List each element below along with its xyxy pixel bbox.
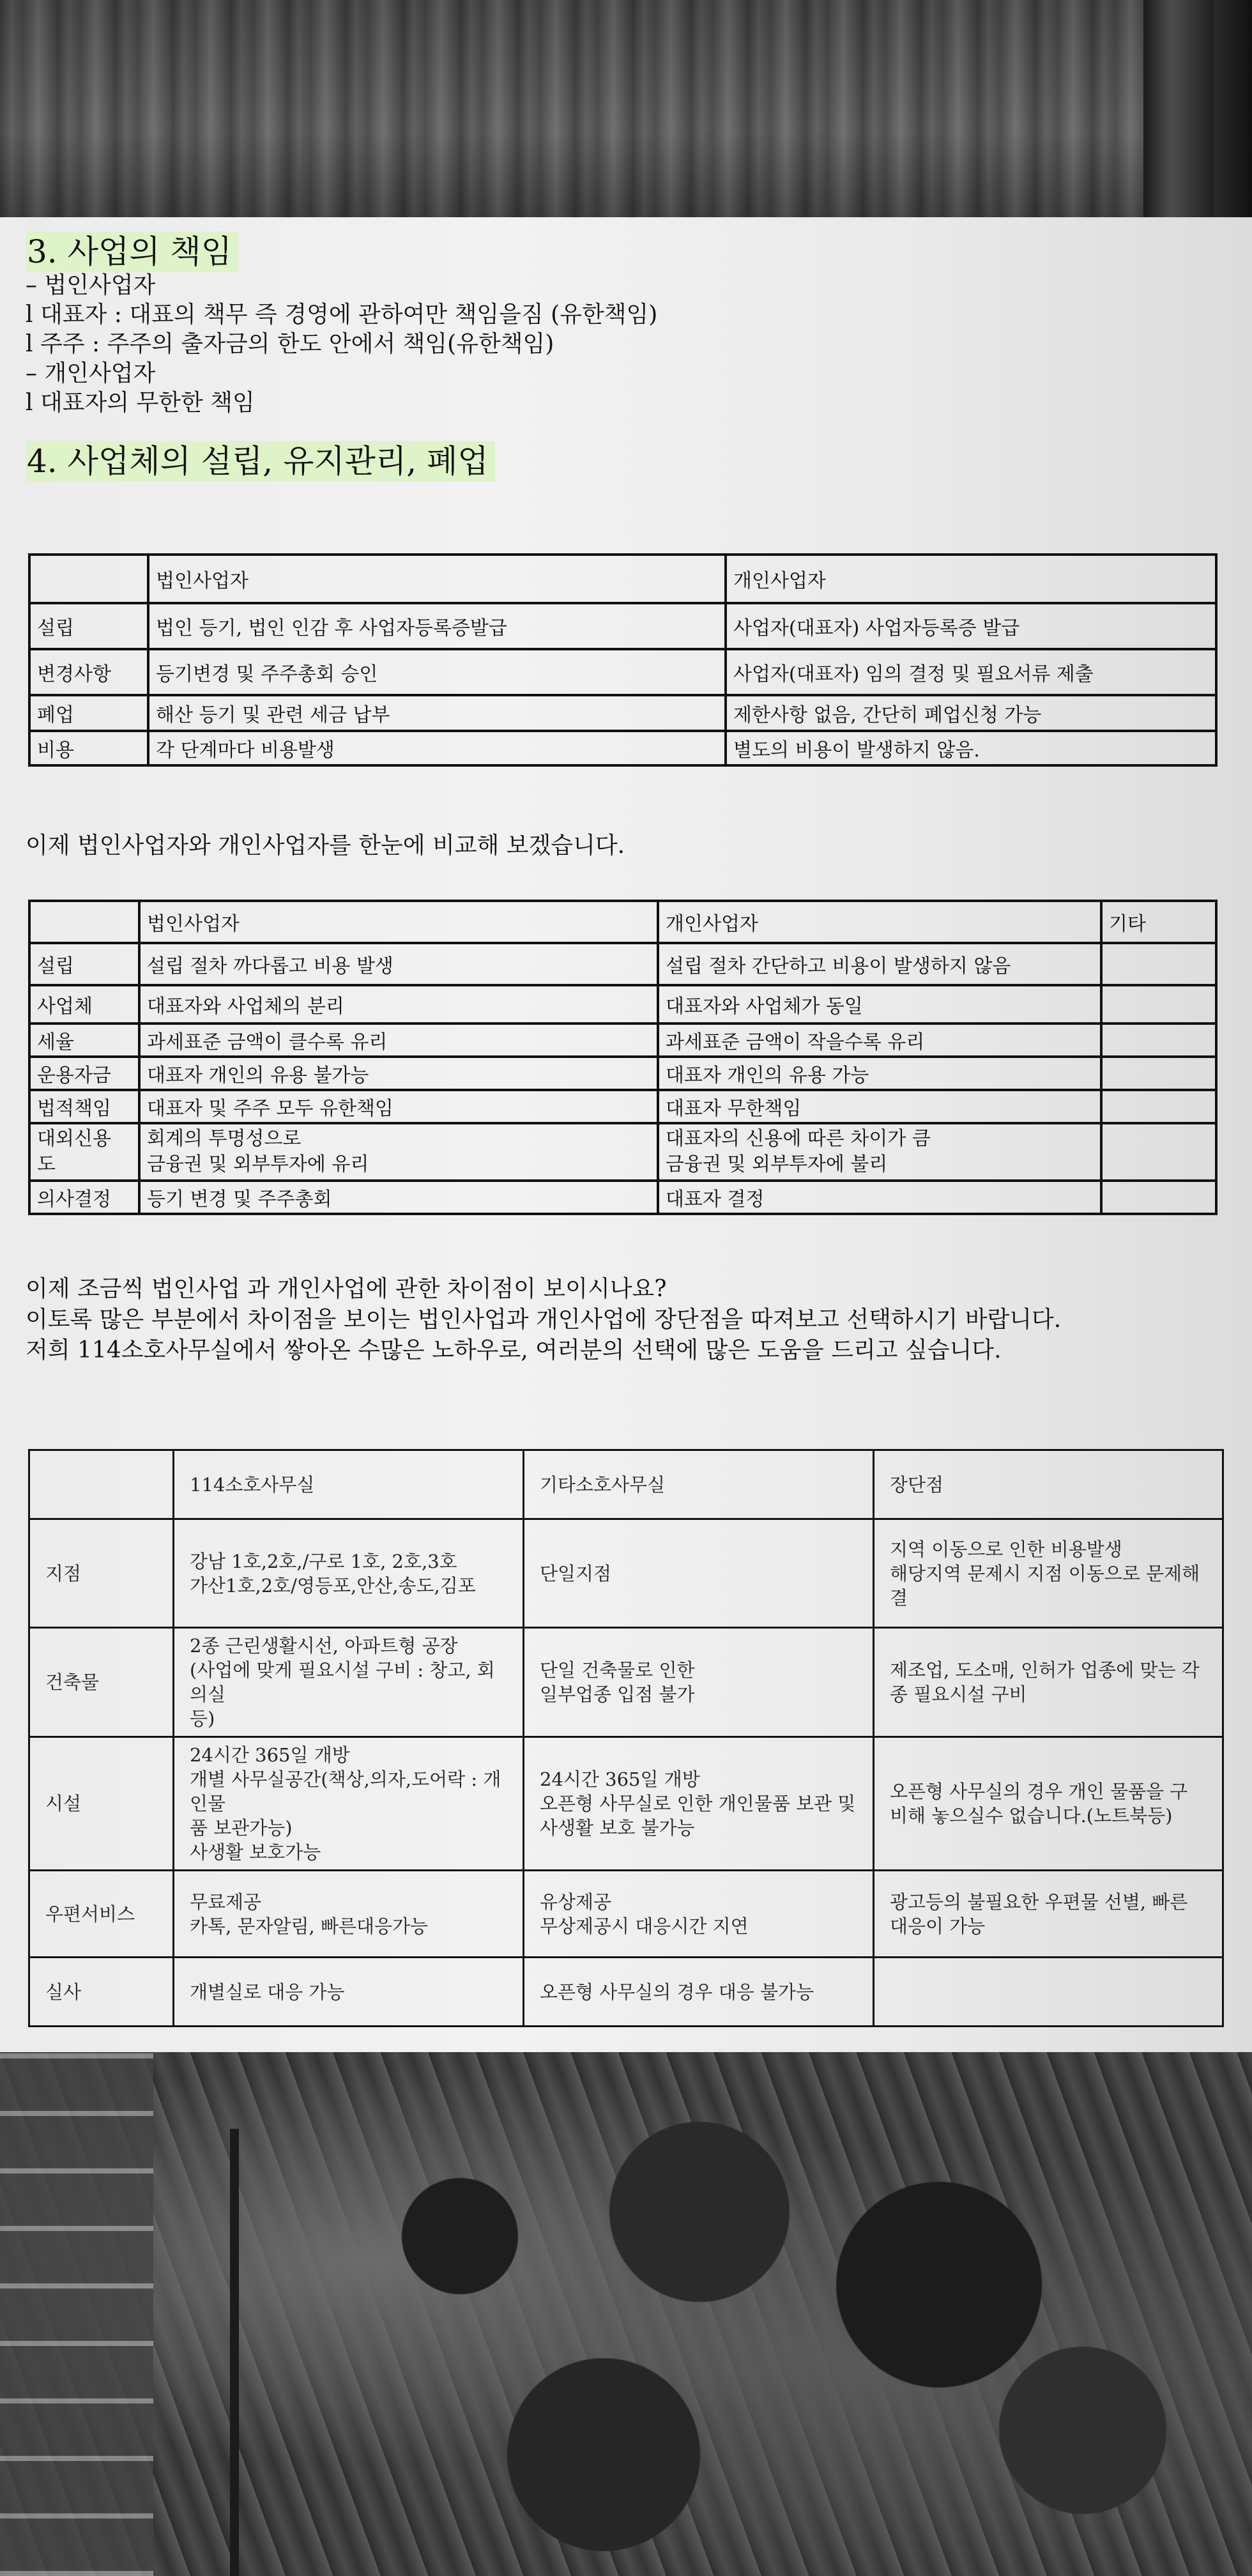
table-cell [1101, 943, 1216, 985]
table-cell: 변경사항 [29, 649, 148, 695]
table-cell: 우편서비스 [29, 1871, 174, 1958]
table-cell: 기타소호사무실 [524, 1450, 874, 1519]
table-header-row [29, 1450, 1223, 1519]
table-cell: 제조업, 도소매, 인허가 업종에 맞는 각 종 필요시설 구비 [874, 1628, 1223, 1737]
table-cell: 오픈형 사무실의 경우 개인 물품을 구 비해 놓으실수 없습니다.(노트북등) [874, 1737, 1223, 1871]
table-cell: 대표자 개인의 유용 가능 [658, 1057, 1101, 1090]
table-header-row [29, 901, 1216, 943]
content-panel [0, 217, 1252, 2052]
table-cell: 폐업 [29, 695, 148, 731]
table-cell: 무료제공 카톡, 문자알림, 빠른대응가능 [174, 1871, 524, 1958]
table-cell: 과세표준 금액이 작을수록 유리 [658, 1023, 1101, 1057]
table-cell [1101, 985, 1216, 1023]
table-cell: 대표자의 신용에 따른 차이가 큼 금융권 및 외부투자에 불리 [658, 1123, 1101, 1181]
table-row [29, 1181, 1216, 1214]
table-row [29, 1737, 1223, 1871]
table-cell: 등기 변경 및 주주총회 [139, 1181, 658, 1214]
table-row [29, 603, 1216, 649]
table-cell: 시설 [29, 1737, 174, 1871]
table-cell: 오픈형 사무실의 경우 대응 불가능 [524, 1958, 874, 2027]
establishment-table [28, 553, 1218, 767]
table-row [29, 649, 1216, 695]
table-cell: 과세표준 금액이 클수록 유리 [139, 1023, 658, 1057]
table-cell: 설립 절차 까다롭고 비용 발생 [139, 943, 658, 985]
table-cell: 개인사업자 [658, 901, 1101, 943]
table-cell: 사업자(대표자) 임의 결정 및 필요서류 제출 [726, 649, 1216, 695]
table-cell: 개별실로 대응 가능 [174, 1958, 524, 2027]
table-row [29, 1090, 1216, 1123]
table-cell: 법적책임 [29, 1090, 139, 1123]
table-cell: 법인사업자 [148, 555, 726, 603]
section4-heading: 4. 사업체의 설립, 유지관리, 폐업 [26, 441, 495, 482]
table-row [29, 1628, 1223, 1737]
table-cell: 별도의 비용이 발생하지 않음. [726, 731, 1216, 765]
streetlamp-photo-detail [230, 2129, 239, 2576]
table-cell: 장단점 [874, 1450, 1223, 1519]
table-cell [1101, 1023, 1216, 1057]
closing-text: 이제 조금씩 법인사업 과 개인사업에 관한 차이점이 보이시나요? [26, 1276, 667, 1302]
closing-text: 저희 114소호사무실에서 쌓아온 수많은 노하우로, 여러분의 선택에 많은 도움을 드리고 싶습니다. [26, 1337, 1002, 1363]
table-cell: 광고등의 불필요한 우편물 선별, 빠른 대응이 가능 [874, 1871, 1223, 1958]
section3-line: l 대표자 : 대표의 책무 즉 경영에 관하여만 책임을짐 (유한책임) [26, 302, 658, 328]
table-cell: 24시간 365일 개방 개별 사무실공간(책상,의자,도어락 : 개인물 품 보관가능) 사생활 보호가능 [174, 1737, 524, 1871]
table-cell: 유상제공 무상제공시 대응시간 지연 [524, 1871, 874, 1958]
table-cell: 제한사항 없음, 간단히 폐업신청 가능 [726, 695, 1216, 731]
table-cell: 건축물 [29, 1628, 174, 1737]
table-cell: 해산 등기 및 관련 세금 납부 [148, 695, 726, 731]
table-cell: 비용 [29, 731, 148, 765]
table-cell: 2종 근린생활시선, 아파트형 공장 (사업에 맞게 필요시설 구비 : 창고, 회의실 등) [174, 1628, 524, 1737]
table-cell: 세율 [29, 1023, 139, 1057]
table-cell: 대표자와 사업체가 동일 [658, 985, 1101, 1023]
table-row [29, 695, 1216, 731]
table-cell: 단일지점 [524, 1519, 874, 1628]
table-cell: 설립 절차 간단하고 비용이 발생하지 않음 [658, 943, 1101, 985]
table-cell [29, 1450, 174, 1519]
table-cell: 강남 1호,2호,/구로 1호, 2호,3호 가산1호,2호/영등포,안산,송도,김포 [174, 1519, 524, 1628]
table-cell: 회계의 투명성으로 금융권 및 외부투자에 유리 [139, 1123, 658, 1181]
table-cell: 기타 [1101, 901, 1216, 943]
pole-photo-detail [1143, 0, 1214, 217]
table-cell: 114소호사무실 [174, 1450, 524, 1519]
table-cell: 설립 [29, 943, 139, 985]
table-cell: 사업체 [29, 985, 139, 1023]
table-row [29, 1057, 1216, 1090]
table-cell [1101, 1123, 1216, 1181]
table-cell: 설립 [29, 603, 148, 649]
building-photo-detail [0, 2052, 153, 2576]
table-row [29, 1519, 1223, 1628]
table-header-row [29, 555, 1216, 603]
table-cell: 지점 [29, 1519, 174, 1628]
table-row [29, 1123, 1216, 1181]
trees-photo-detail [268, 2090, 1226, 2576]
table-cell: 단일 건축물로 인한 일부업종 입점 불가 [524, 1628, 874, 1737]
comparison-intro-text: 이제 법인사업자와 개인사업자를 한눈에 비교해 보겠습니다. [26, 832, 625, 859]
table-row [29, 1958, 1223, 2027]
table-cell: 대표자 결정 [658, 1181, 1101, 1214]
table-cell: 대표자와 사업체의 분리 [139, 985, 658, 1023]
section3-line: – 법인사업자 [26, 272, 156, 298]
pole-photo-edge [1214, 0, 1252, 217]
table-cell: 실사 [29, 1958, 174, 2027]
table-cell [1101, 1090, 1216, 1123]
table-cell [1101, 1057, 1216, 1090]
table-row [29, 1871, 1223, 1958]
section3-line: l 주주 : 주주의 출자금의 한도 안에서 책임(유한책임) [26, 331, 554, 357]
table-cell: 개인사업자 [726, 555, 1216, 603]
table-cell: 대표자 및 주주 모두 유한책임 [139, 1090, 658, 1123]
table-cell [874, 1958, 1223, 2027]
table-cell: 법인사업자 [139, 901, 658, 943]
table-cell [29, 555, 148, 603]
table-cell: 사업자(대표자) 사업자등록증 발급 [726, 603, 1216, 649]
closing-text: 이토록 많은 부분에서 차이점을 보이는 법인사업과 개인사업에 장단점을 따져보고 선택하시기 바랍니다. [26, 1307, 1062, 1333]
table-cell: 의사결정 [29, 1181, 139, 1214]
table-cell: 24시간 365일 개방 오픈형 사무실로 인한 개인물품 보관 및 사생활 보호 불가능 [524, 1737, 874, 1871]
table-cell [29, 901, 139, 943]
table-cell [1101, 1181, 1216, 1214]
bottom-background-photo [0, 2052, 1252, 2576]
section3-line: l 대표자의 무한한 책임 [26, 390, 255, 416]
table-cell: 등기변경 및 주주총회 승인 [148, 649, 726, 695]
table-row [29, 943, 1216, 985]
table-cell: 대표자 무한책임 [658, 1090, 1101, 1123]
table-row [29, 985, 1216, 1023]
comparison-table [28, 900, 1218, 1215]
soho-office-comparison-table [28, 1449, 1224, 2027]
section3-line: – 개인사업자 [26, 360, 156, 387]
table-cell: 법인 등기, 법인 인감 후 사업자등록증발급 [148, 603, 726, 649]
table-row [29, 731, 1216, 765]
table-row [29, 1023, 1216, 1057]
table-cell: 지역 이동으로 인한 비용발생 해당지역 문제시 지점 이동으로 문제해 결 [874, 1519, 1223, 1628]
section3-heading: 3. 사업의 책임 [26, 231, 238, 272]
table-cell: 대표자 개인의 유용 불가능 [139, 1057, 658, 1090]
top-background-photo [0, 0, 1252, 217]
table-cell: 대외신용 도 [29, 1123, 139, 1181]
table-cell: 각 단계마다 비용발생 [148, 731, 726, 765]
table-cell: 운용자금 [29, 1057, 139, 1090]
